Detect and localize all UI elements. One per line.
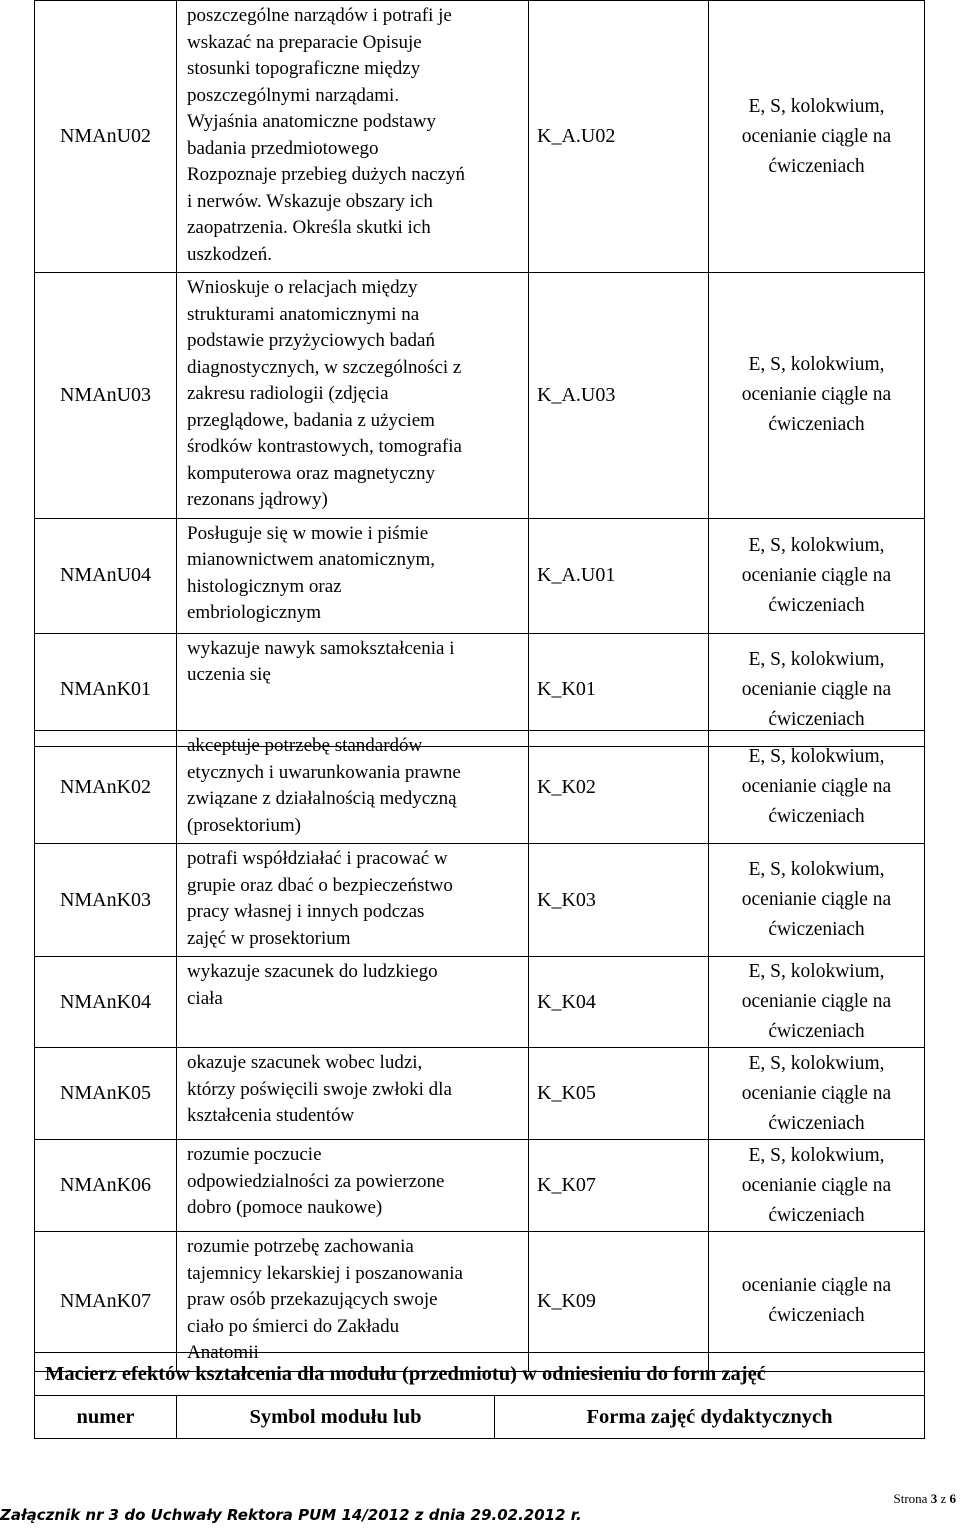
table-row	[35, 731, 925, 844]
outcomes-table-1	[34, 0, 925, 747]
page-number-prefix: Strona	[893, 1491, 928, 1506]
outcome-code: NMAnU03	[35, 273, 177, 519]
method-line: ocenianie ciągle na	[741, 678, 892, 700]
description-line: praw osób przekazujących swoje	[187, 1289, 438, 1310]
table-row	[35, 518, 925, 633]
method-line: E, S, kolokwium,	[748, 961, 885, 982]
method-line: ocenianie ciągle na	[741, 1275, 892, 1297]
description-line: zajęć w prosektorium	[187, 927, 351, 949]
verification-methods	[709, 731, 925, 844]
description-line: okazuje szacunek wobec ludzi,	[187, 1052, 423, 1073]
method-line: ćwiczeniach	[768, 155, 865, 177]
method-line: ćwiczeniach	[768, 1112, 865, 1134]
description-line: akceptuje potrzebę standardów	[187, 735, 423, 756]
outcome-code: NMAnK06	[35, 1140, 177, 1232]
description-line: wykazuje szacunek do ludzkiego	[187, 961, 438, 982]
method-line: ocenianie ciągle na	[741, 1082, 892, 1104]
method-line: E, S, kolokwium,	[748, 1052, 885, 1074]
description-line: związane z działalnością medyczną	[187, 788, 457, 809]
direction-symbol: K_K09	[529, 1232, 709, 1372]
description-line: etycznych i uwarunkowania prawne	[187, 761, 461, 783]
direction-symbol: K_A.U03	[529, 273, 709, 519]
description-line: pracy własnej i innych podczas	[187, 901, 425, 922]
method-line: ćwiczeniach	[768, 806, 865, 827]
table-row	[35, 273, 925, 519]
description-line: rezonans jądrowy)	[187, 489, 328, 510]
direction-symbol: K_K03	[529, 844, 709, 957]
matrix-header-form: Forma zajęć dydaktycznych	[495, 1396, 925, 1439]
description-line: ciało po śmierci do Zakładu	[187, 1315, 400, 1337]
outcome-description	[177, 1232, 529, 1372]
method-line: ćwiczeniach	[768, 919, 865, 940]
description-line: Posługuje się w mowie i piśmie	[187, 522, 429, 544]
outcome-description	[177, 518, 529, 633]
table-row	[35, 1232, 925, 1372]
outcome-description	[177, 273, 529, 519]
description-line: wskazać na preparacie Opisuje	[187, 31, 422, 53]
page-number	[894, 1491, 956, 1507]
description-line: poszczególne narządów i potrafi je	[187, 5, 452, 26]
outcome-description	[177, 1, 529, 273]
description-line: histologicznym oraz	[187, 575, 342, 597]
method-line: E, S, kolokwium,	[748, 1144, 885, 1166]
matrix-title: Macierz efektów kształcenia dla modułu (przedmiotu) w odniesieniu do form zajęć	[35, 1353, 925, 1396]
method-line: E, S, kolokwium,	[748, 354, 885, 376]
outcome-description	[177, 844, 529, 957]
direction-symbol: K_A.U02	[529, 1, 709, 273]
direction-symbol: K_K01	[529, 633, 709, 746]
description-line: Wyjaśnia anatomiczne podstawy	[187, 111, 436, 132]
description-line: uczenia się	[187, 664, 271, 685]
outcome-code: NMAnK01	[35, 633, 177, 746]
description-line: wykazuje nawyk samokształcenia i	[187, 637, 455, 659]
method-line: ćwiczeniach	[768, 414, 865, 436]
direction-symbol: K_K05	[529, 1048, 709, 1140]
outcome-code: NMAnK07	[35, 1232, 177, 1372]
table-row	[35, 957, 925, 1048]
direction-symbol: K_K07	[529, 1140, 709, 1232]
description-line: tajemnicy lekarskiej i poszanowania	[187, 1262, 463, 1284]
method-line: E, S, kolokwium,	[748, 859, 885, 880]
description-line: którzy poświęcili swoje zwłoki dla	[187, 1078, 452, 1100]
method-line: E, S, kolokwium,	[748, 534, 885, 556]
method-line: ocenianie ciągle na	[741, 564, 892, 586]
method-line: ocenianie ciągle na	[741, 776, 892, 797]
method-line: E, S, kolokwium,	[748, 95, 885, 117]
description-line: poszczególnymi narządami.	[187, 84, 400, 106]
method-line: ocenianie ciągle na	[741, 1174, 892, 1196]
description-line: Wnioskuje o relacjach między	[187, 277, 418, 298]
outcome-description	[177, 1048, 529, 1140]
description-line: podstawie przyżyciowych badań	[187, 330, 435, 351]
table-row	[35, 1140, 925, 1232]
method-line: ćwiczeniach	[768, 708, 865, 730]
method-line: E, S, kolokwium,	[748, 746, 885, 767]
outcome-code: NMAnK05	[35, 1048, 177, 1140]
description-line: mianownictwem anatomicznym,	[187, 549, 435, 570]
direction-symbol: K_A.U01	[529, 518, 709, 633]
outcome-code: NMAnU02	[35, 1, 177, 273]
description-line: rozumie poczucie	[187, 1144, 322, 1165]
matrix-table	[34, 1352, 925, 1439]
description-line: przeglądowe, badania z użyciem	[187, 409, 435, 431]
page-number-total: 6	[949, 1491, 956, 1506]
verification-methods	[709, 1048, 925, 1140]
outcome-code: NMAnK03	[35, 844, 177, 957]
description-line: odpowiedzialności za powierzone	[187, 1170, 445, 1192]
outcome-code: NMAnK04	[35, 957, 177, 1048]
page-number-current: 3	[930, 1491, 938, 1506]
verification-methods	[709, 1, 925, 273]
verification-methods	[709, 1140, 925, 1232]
table-row	[35, 1, 925, 273]
description-line: uszkodzeń.	[187, 243, 272, 265]
method-line: ocenianie ciągle na	[741, 889, 892, 910]
description-line: komputerowa oraz magnetyczny	[187, 462, 435, 484]
verification-methods	[709, 1232, 925, 1372]
outcome-description	[177, 731, 529, 844]
table-row	[35, 844, 925, 957]
description-line: diagnostycznych, w szczególności z	[187, 356, 462, 378]
matrix-header-number: numer	[35, 1396, 177, 1439]
direction-symbol: K_K02	[529, 731, 709, 844]
description-line: dobro (pomoce naukowe)	[187, 1197, 383, 1218]
verification-methods	[709, 844, 925, 957]
description-line: rozumie potrzebę zachowania	[187, 1236, 414, 1257]
outcome-description	[177, 957, 529, 1048]
description-line: stosunki topograficzne między	[187, 58, 421, 79]
method-line: ocenianie ciągle na	[741, 384, 892, 406]
description-line: zaopatrzenia. Określa skutki ich	[187, 217, 431, 238]
method-line: ćwiczeniach	[768, 1305, 865, 1327]
table-row	[35, 1048, 925, 1140]
method-line: ćwiczeniach	[768, 594, 865, 616]
outcomes-table-2	[34, 730, 925, 1372]
description-line: ciała	[187, 987, 223, 1009]
method-line: ocenianie ciągle na	[741, 991, 892, 1012]
footer-attachment-note: Załącznik nr 3 do Uchwały Rektora PUM 14/2012 z dnia 29.02.2012 r.	[0, 1506, 582, 1524]
description-line: badania przedmiotowego	[187, 137, 379, 159]
description-line: grupie oraz dbać o bezpieczeństwo	[187, 874, 453, 896]
description-line: strukturami anatomicznymi na	[187, 303, 420, 325]
method-line: ćwiczeniach	[768, 1021, 865, 1042]
outcomes-table-2-body	[35, 731, 925, 1372]
method-line: ćwiczeniach	[768, 1204, 865, 1226]
description-line: (prosektorium)	[187, 814, 301, 836]
method-line: E, S, kolokwium,	[748, 648, 885, 670]
verification-methods	[709, 957, 925, 1048]
direction-symbol: K_K04	[529, 957, 709, 1048]
verification-methods	[709, 273, 925, 519]
page-number-sep: z	[940, 1491, 947, 1506]
outcome-code: NMAnK02	[35, 731, 177, 844]
description-line: embriologicznym	[187, 602, 322, 623]
description-line: i nerwów. Wskazuje obszary ich	[187, 190, 433, 212]
description-line: Rozpoznaje przebieg dużych naczyń	[187, 164, 466, 185]
matrix-header-symbol: Symbol modułu lub	[177, 1396, 495, 1439]
description-line: Anatomii	[187, 1342, 259, 1363]
description-line: potrafi współdziałać i pracować w	[187, 848, 448, 869]
outcome-code: NMAnU04	[35, 518, 177, 633]
description-line: kształcenia studentów	[187, 1105, 355, 1126]
outcomes-table-1-body	[35, 1, 925, 747]
verification-methods	[709, 518, 925, 633]
description-line: środków kontrastowych, tomografia	[187, 436, 462, 457]
method-line: ocenianie ciągle na	[741, 125, 892, 147]
description-line: zakresu radiologii (zdjęcia	[187, 383, 389, 404]
outcome-description	[177, 1140, 529, 1232]
